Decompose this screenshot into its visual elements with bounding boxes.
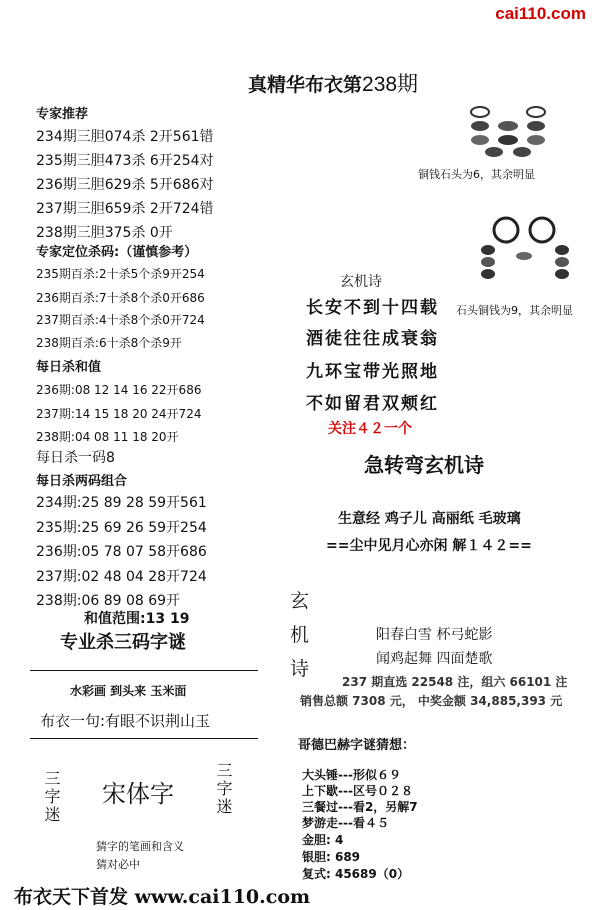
position-kill-line: 235期百杀:2十杀5个杀9开254 xyxy=(36,267,205,281)
position-kill-line: 237期百杀:4十杀8个杀0开724 xyxy=(36,313,205,327)
footer: 布衣天下首发 www.cai110.com xyxy=(14,886,311,908)
daily-one: 每日杀一码8 xyxy=(36,450,115,466)
watercolor-line: 水彩画 到头来 玉米面 xyxy=(70,684,187,698)
stats-line: 237 期直选 22548 注，组六 66101 注 xyxy=(342,675,568,689)
daily-pair-line: 236期:05 78 07 58开686 xyxy=(36,544,207,560)
xuanjishi-char: 机 xyxy=(290,624,310,646)
coins-caption: 铜钱石头为6，其余明显 xyxy=(418,168,535,181)
goedel-line: 大头锤---形似６９ xyxy=(302,768,401,782)
idiom-line: 闻鸡起舞 四面楚歌 xyxy=(376,651,493,667)
daily-sum-header: 每日杀和值 xyxy=(36,360,102,375)
riddle-note: 猜对必中 xyxy=(96,858,140,871)
idiom-line: 阳春白雪 杯弓蛇影 xyxy=(376,627,493,643)
sum-range: 和值范围:13 19 xyxy=(84,611,190,627)
title-issue: 238期 xyxy=(362,73,419,96)
daily-pair-line: 235期:25 69 26 59开254 xyxy=(36,520,207,536)
poem-line: 酒徒往往成衰翁 xyxy=(306,329,439,349)
expert-line: 238期三胆375杀 0开 xyxy=(36,225,173,241)
goedel-header: 哥德巴赫字谜猜想： xyxy=(298,738,416,753)
coins-chain-icon xyxy=(478,216,574,290)
position-kill-header: 专家定位杀码:（谨慎参考） xyxy=(36,245,198,260)
site-logo: cai110.com xyxy=(495,4,586,23)
poem-line: 九环宝带光照地 xyxy=(306,362,439,382)
position-kill-line: 236期百杀:7十杀8个杀0开686 xyxy=(36,291,205,305)
goedel-line: 金胆: 4 xyxy=(302,833,344,847)
daily-sum-line: 237期:14 15 18 20 24开724 xyxy=(36,407,202,421)
poem-big-title: 急转弯玄机诗 xyxy=(364,453,484,477)
title-prefix: 真精华布衣第 xyxy=(248,74,363,96)
divider xyxy=(30,670,258,671)
daily-pair-line: 237期:02 48 04 28开724 xyxy=(36,569,207,585)
goedel-line: 梦游走---看４５ xyxy=(302,816,389,830)
phrase-line: 生意经 鸡子儿 高丽纸 毛玻璃 xyxy=(338,511,521,527)
daily-pair-header: 每日杀两码组合 xyxy=(36,474,128,489)
position-kill-line: 238期百杀:6十杀8个杀9开 xyxy=(36,336,182,350)
daily-sum-line: 236期:08 12 14 16 22开686 xyxy=(36,383,202,397)
riddle-vertical-right: 三字迷 xyxy=(214,762,233,816)
riddle-note: 猜字的笔画和含义 xyxy=(96,840,184,853)
expert-header: 专家推荐 xyxy=(36,107,89,122)
xuanjishi-char: 诗 xyxy=(290,658,310,680)
goedel-line: 上下歇---区号０２８ xyxy=(302,784,413,798)
daily-pair-line: 234期:25 89 28 59开561 xyxy=(36,495,207,511)
page-title xyxy=(248,68,418,98)
poem-header: 玄机诗 xyxy=(340,274,382,290)
coins-caption: 石头铜钱为9，其余明显 xyxy=(456,304,573,317)
riddle-center: 宋体字 xyxy=(102,780,174,808)
expert-line: 237期三胆659杀 2开724错 xyxy=(36,201,214,217)
daily-sum-line: 238期:04 08 11 18 20开 xyxy=(36,430,179,444)
goedel-line: 银胆: 689 xyxy=(302,850,361,864)
poem-line: 长安不到十四载 xyxy=(306,298,439,318)
expert-line: 234期三胆074杀 2开561错 xyxy=(36,129,214,145)
stats-line: 销售总额 7308 元， 中奖金额 34,885,393 元 xyxy=(300,694,563,708)
riddle-title: 专业杀三码字谜 xyxy=(60,632,186,653)
buyi-line: 布衣一句:有眼不识荆山玉 xyxy=(40,712,211,730)
xuanjishi-char: 玄 xyxy=(290,590,310,612)
divider xyxy=(30,738,258,739)
follow-line: 关注４２一个 xyxy=(328,421,412,437)
coins-stack-icon xyxy=(460,98,560,160)
expert-line: 236期三胆629杀 5开686对 xyxy=(36,177,214,193)
riddle-vertical-left: 三字迷 xyxy=(42,770,61,824)
phrase-line: ==尘中见月心亦闲 解１４２== xyxy=(326,538,532,554)
expert-line: 235期三胆473杀 6开254对 xyxy=(36,153,214,169)
poem-line: 不如留君双颊红 xyxy=(306,394,439,414)
daily-pair-line: 238期:06 89 08 69开 xyxy=(36,593,181,609)
goedel-line: 三餐过---看2，另解7 xyxy=(302,800,418,814)
goedel-line: 复式: 45689（0） xyxy=(302,867,410,881)
